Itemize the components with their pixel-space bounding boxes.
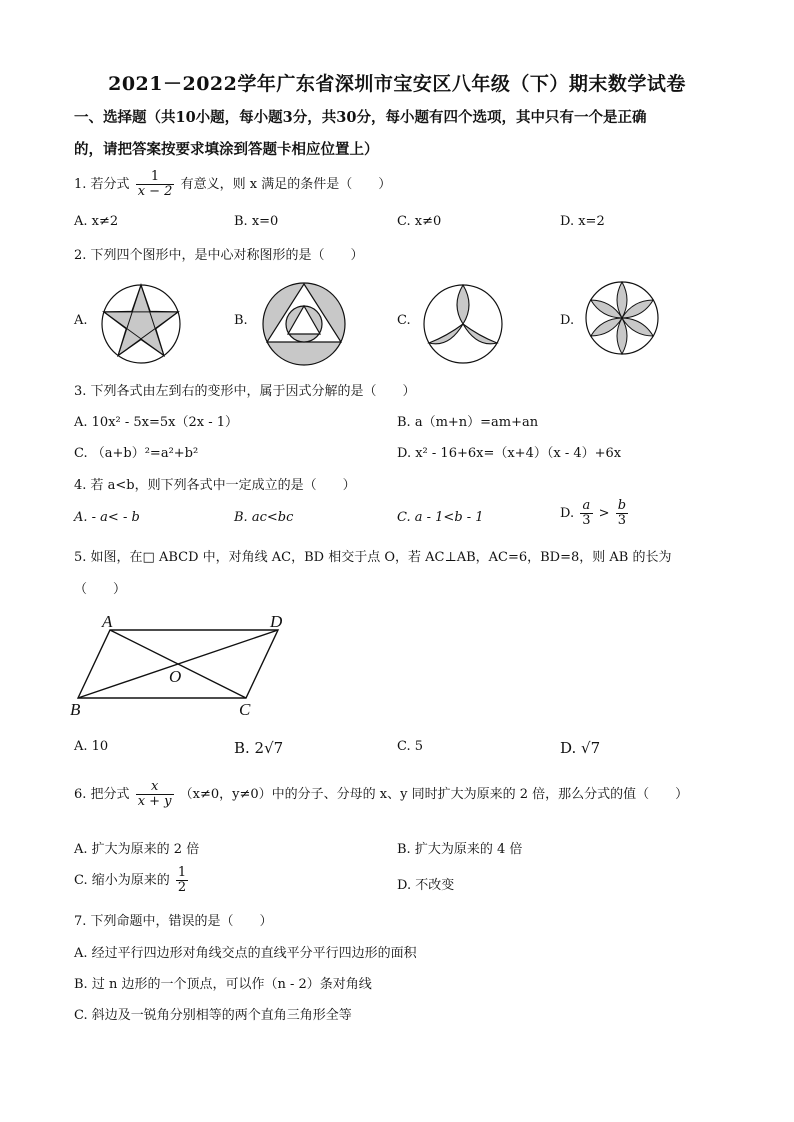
q2-option-b-label[interactable]: B. — [234, 313, 248, 328]
q2-option-d-label[interactable]: D. — [560, 313, 575, 328]
q6-option-c-text: C. 缩小为原来的 — [74, 873, 170, 888]
question-5-paren: （ ） — [74, 582, 127, 597]
q5-parallelogram-figure — [68, 612, 298, 720]
q2-option-a-label[interactable]: A. — [74, 313, 88, 328]
q6-option-c[interactable] — [74, 866, 190, 895]
question-2-stem: 2. 下列四个图形中，是中心对称图形的是（ ） — [74, 248, 364, 263]
q6-fraction — [136, 780, 174, 809]
q5-label-d: D — [270, 612, 283, 631]
q7-option-a[interactable]: A. 经过平行四边形对角线交点的直线平分平行四边形的面积 — [74, 946, 417, 961]
question-3-stem: 3. 下列各式由左到右的变形中，属于因式分解的是（ ） — [74, 384, 416, 399]
q7-option-c[interactable]: C. 斜边及一锐角分别相等的两个直角三角形全等 — [74, 1008, 352, 1023]
q6-option-a[interactable]: A. 扩大为原来的 2 倍 — [74, 842, 200, 857]
question-1-stem — [74, 170, 391, 199]
q6-option-c-fraction — [176, 866, 188, 895]
q6-option-b[interactable]: B. 扩大为原来的 4 倍 — [397, 842, 523, 857]
q3-option-b[interactable]: B. a（m+n）=am+an — [397, 415, 539, 430]
q4-option-d-label: D. — [560, 506, 575, 521]
q1-suffix: 有意义，则 x 满足的条件是（ ） — [180, 177, 392, 192]
q1-option-a[interactable]: A. x≠2 — [74, 214, 119, 229]
q2-option-c-label[interactable]: C. — [397, 313, 411, 328]
q6-option-c-den: 2 — [177, 880, 187, 895]
section-header-line2: 的，请把答案按要求填涂到答题卡相应位置上） — [74, 141, 379, 158]
q4-d-operator: > — [598, 506, 610, 521]
question-6-stem — [74, 780, 688, 809]
q6-prefix: 6. 把分式 — [74, 787, 130, 802]
q5-label-a: A — [102, 612, 113, 631]
q4-d-frac-a-den: 3 — [582, 513, 591, 528]
q2-figure-triangle-circle — [256, 280, 352, 368]
q6-suffix: （x≠0，y≠0）中的分子、分母的 x、y 同时扩大为原来的 2 倍，那么分式的值（ ） — [179, 787, 689, 802]
q1-prefix: 1. 若分式 — [74, 177, 130, 192]
q4-option-d[interactable] — [560, 499, 630, 528]
q1-frac-num: 1 — [136, 170, 175, 185]
q4-option-a[interactable]: A. - a< - b — [74, 510, 140, 525]
q3-option-d[interactable]: D. x² - 16+6x=（x+4）（x - 4）+6x — [397, 446, 622, 461]
q6-frac-den: x + y — [137, 794, 172, 809]
q2-figure-three-petals — [420, 281, 506, 367]
page-title: 2021－2022学年广东省深圳市宝安区八年级（下）期末数学试卷 — [108, 73, 686, 95]
q5-option-b[interactable]: B. 2√7 — [234, 739, 284, 757]
question-5-stem: 5. 如图，在□ ABCD 中，对角线 AC，BD 相交于点 O，若 AC⊥AB，AC=6，BD=8，则 AB 的长为 — [74, 550, 672, 565]
q5-option-c[interactable]: C. 5 — [397, 739, 424, 754]
q3-option-c[interactable]: C. （a+b）²=a²+b² — [74, 446, 199, 461]
q7-option-b[interactable]: B. 过 n 边形的一个顶点，可以作（n - 2）条对角线 — [74, 977, 372, 992]
q5-option-d[interactable]: D. √7 — [560, 739, 601, 757]
q4-d-frac-b-num: b — [617, 498, 627, 513]
section-header-line1: 一、选择题（共10小题，每小题3分，共30分，每小题有四个选项，其中只有一个是正确 — [74, 109, 647, 126]
q2-figure-star — [94, 282, 188, 366]
q4-d-frac-b — [616, 499, 628, 528]
q4-d-frac-b-den: 3 — [617, 513, 626, 528]
q1-frac-den: x − 2 — [137, 184, 173, 199]
q6-frac-num: x — [136, 780, 174, 795]
q4-option-c[interactable]: C. a - 1<b - 1 — [397, 510, 484, 525]
question-7-stem: 7. 下列命题中，错误的是（ ） — [74, 914, 273, 929]
q4-option-b[interactable]: B. ac<bc — [234, 510, 294, 525]
q2-figure-six-petals — [582, 278, 662, 358]
q6-option-c-num: 1 — [177, 865, 187, 880]
q4-d-frac-a-num: a — [580, 499, 592, 514]
q5-label-c: C — [239, 700, 251, 719]
q1-option-b[interactable]: B. x=0 — [234, 214, 279, 229]
q4-d-frac-a — [580, 499, 592, 528]
q5-option-a[interactable]: A. 10 — [74, 739, 109, 754]
q3-option-a[interactable]: A. 10x² - 5x=5x（2x - 1） — [74, 415, 239, 430]
q5-label-b: B — [70, 700, 81, 719]
q5-label-o: O — [169, 667, 182, 686]
question-4-stem: 4. 若 a<b，则下列各式中一定成立的是（ ） — [74, 478, 356, 493]
q6-option-d[interactable]: D. 不改变 — [397, 878, 455, 893]
q1-option-d[interactable]: D. x=2 — [560, 214, 605, 229]
q1-fraction — [136, 170, 175, 199]
q1-option-c[interactable]: C. x≠0 — [397, 214, 442, 229]
